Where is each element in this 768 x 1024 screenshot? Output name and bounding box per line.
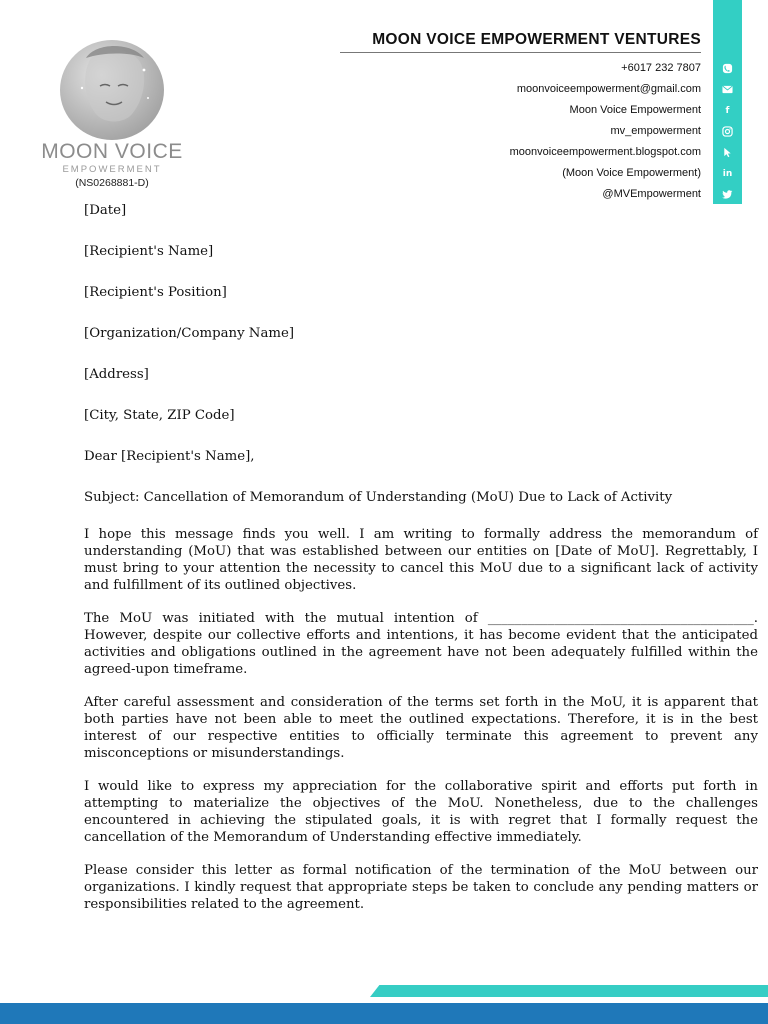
phone-icon — [713, 58, 742, 79]
paragraph-appreciation: I would like to express my appreciation for the collaborative spirit and efforts put forth in attempting to materialize the objectives of the MoU. Nonetheless, due to the challenges encountered in achieving the stipulated goals, it is with regret that I formally request the cancellation of the Memorandum of Understanding effective immediately. — [84, 779, 758, 845]
email-icon — [713, 79, 742, 100]
contact-phone: +6017 232 7807 — [621, 62, 701, 74]
contact-list — [510, 58, 701, 205]
linkedin-icon: in — [722, 168, 733, 179]
contact-facebook: Moon Voice Empowerment — [569, 104, 701, 116]
letter-body — [84, 201, 758, 929]
letter-date: [Date] — [84, 203, 127, 218]
paragraph-assessment: After careful assessment and consideration of the terms set forth in the MoU, it is apparent that both parties have not been able to meet the outlined expectations. Therefore, it is in the best interest of our respective entities to officially terminate this agreement to prevent any misconceptions or misunderstandings. — [84, 695, 758, 761]
contact-instagram: mv_empowerment — [610, 125, 701, 137]
company-logo — [32, 38, 192, 198]
letter-subject: Subject: Cancellation of Memorandum of Understanding (MoU) Due to Lack of Activity — [84, 490, 673, 505]
recipient-position: [Recipient's Position] — [84, 285, 227, 300]
facebook-icon: f — [725, 105, 730, 116]
footer-blue-bar — [0, 1003, 768, 1024]
cursor-icon — [713, 142, 742, 163]
moon-face-logo-icon — [60, 40, 164, 140]
footer-teal-stripe — [370, 985, 768, 997]
contact-twitter: @MVEmpowerment — [602, 188, 701, 200]
company-name: MOON VOICE EMPOWERMENT VENTURES — [372, 31, 701, 48]
instagram-icon — [713, 121, 742, 142]
recipient-name: [Recipient's Name] — [84, 244, 214, 259]
registration-number: (NS0268881-D) — [75, 177, 149, 189]
paragraph-intention: The MoU was initiated with the mutual intention of ________________________________________. However, despite our collective efforts and intentions, it has become evident that the anticipated activities and obligations outlined in the agreement have not been adequately fulfilled within the agreed-upon timeframe. — [84, 611, 758, 677]
paragraph-notification: Please consider this letter as formal notification of the termination of the MoU between our organizations. I kindly request that appropriate steps be taken to conclude any pending matters or responsibilities related to the agreement. — [84, 863, 758, 912]
salutation: Dear [Recipient's Name], — [84, 449, 255, 464]
contact-email: moonvoiceempowerment@gmail.com — [516, 83, 701, 95]
logo-subtitle: EMPOWERMENT — [62, 164, 162, 175]
logo-name: MOON VOICE — [41, 140, 183, 163]
paragraph-intro: I hope this message finds you well. I am writing to formally address the memorandum of understanding (MoU) that was established between our entities on [Date of MoU]. Regrettably, I must bring to your attention the necessity to cancel this MoU due to a significant lack of activity and fulfillment of its outlined objectives. — [84, 527, 758, 593]
city-state-zip: [City, State, ZIP Code] — [84, 408, 235, 423]
header-divider — [340, 52, 701, 53]
contact-blog: moonvoiceempowerment.blogspot.com — [509, 146, 701, 158]
recipient-address: [Address] — [84, 367, 149, 382]
contact-icon-bar — [713, 0, 742, 204]
organization-name: [Organization/Company Name] — [84, 326, 295, 341]
contact-linkedin: (Moon Voice Empowerment) — [562, 167, 701, 179]
